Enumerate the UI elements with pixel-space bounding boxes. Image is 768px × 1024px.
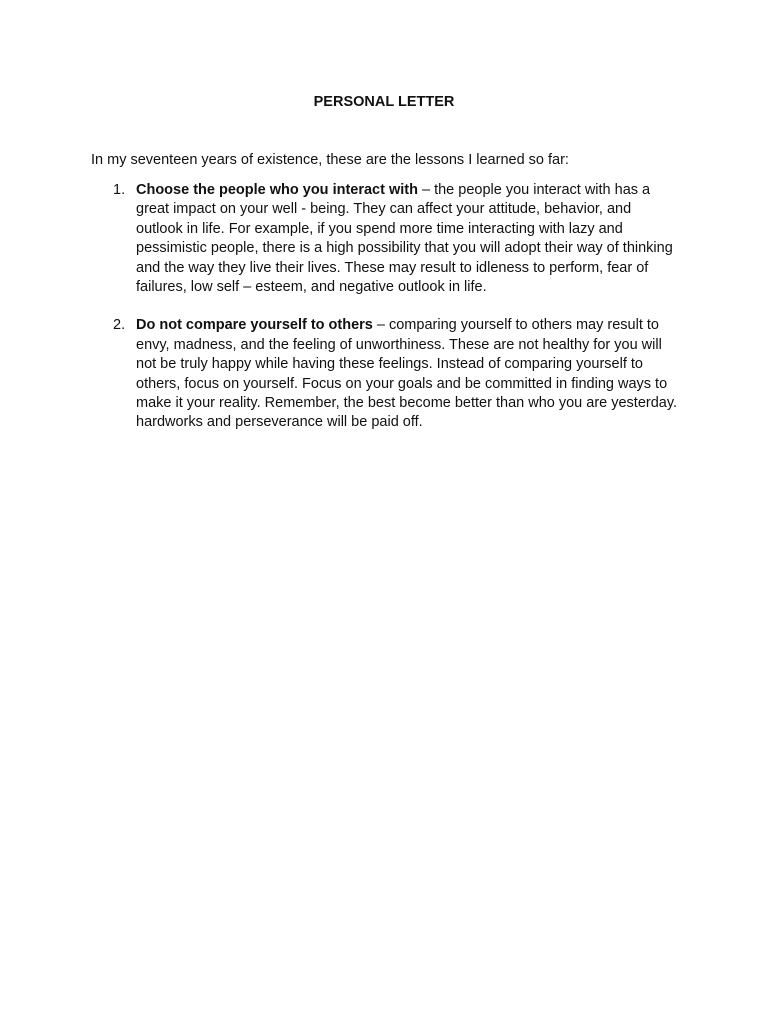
list-item bbox=[91, 181, 681, 297]
page-title: PERSONAL LETTER bbox=[313, 94, 455, 110]
lesson-list bbox=[91, 181, 691, 433]
list-item-heading: Do not compare yourself to others bbox=[136, 317, 373, 334]
list-item bbox=[91, 316, 681, 432]
list-item-heading: Choose the people who you interact with bbox=[136, 182, 418, 198]
list-item-number: 2. bbox=[113, 317, 126, 334]
list-item-body: – the people you interact with has a great impact on your well - being. They can affect your attitude, behavior, and outlook in life. For example, if you spend more time interacting with lazy and pessimistic people, there is a high possibility that you will adopt their way of thinking and the way they live their lives. These may result to idleness to perform, fear of failures, low self – esteem, and negative outlook in life. bbox=[136, 182, 673, 296]
list-item-body: – comparing yourself to others may result to envy, madness, and the feeling of unworthiness. These are not healthy for you will not be truly happy while having these feelings. Instead of comparing yourself to others, focus on yourself. Focus on your goals and be committed in finding ways to make it your reality. Remember, the best become better than who you are yesterday. hardworks and perseverance will be paid off. bbox=[136, 317, 678, 431]
intro-paragraph: In my seventeen years of existence, these are the lessons I learned so far: bbox=[91, 152, 569, 168]
list-item-number: 1. bbox=[113, 182, 126, 198]
